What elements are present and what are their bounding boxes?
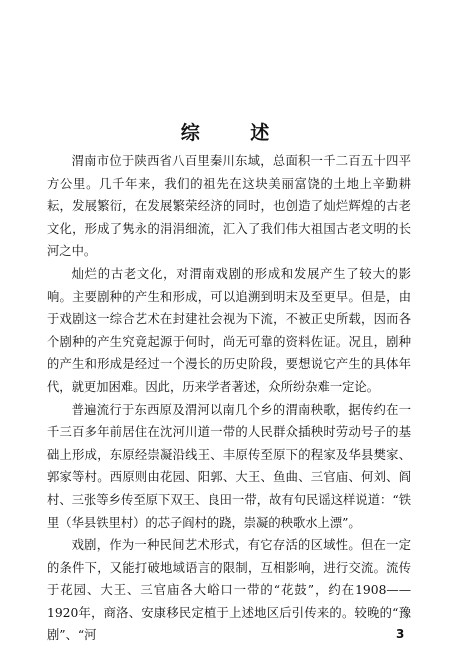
page-number: 3 — [396, 627, 405, 641]
paragraph-3: 普遍流行于东西原及渭河以南几个乡的渭南秧歌，据传约在一千三百多年前居住在沈河川道一带的人民群众插秧时劳动号子的基础上形成，东原经崇凝沿线王、丰原传至原下的程家及华县樊家、郭家等村。西原则由花园、阳郭、大王、鱼曲、三官庙、何刘、阎村、三张等乡传至原下双王、良田一带，故有句民谣这样说道：“铁里（华县铁里村）的芯子阎村的跷，崇凝的秧歌水上漂”。 — [47, 402, 411, 530]
paragraph-2: 灿烂的古老文化，对渭南戏剧的形成和发展产生了较大的影响。主要剧种的产生和形成，可以追溯到明末及至更早。但是，由于戏剧这一综合艺术在封建社会视为下流，不被正史所载，因而各个剧种的产生究竟起源于何时，尚无可靠的资料佐证。况且，剧种的产生和形成是经过一个漫长的历史阶段，要想说它产生的具体年代，就更加困难。因此，历来学者著述，众所纷杂难一定论。 — [47, 266, 411, 394]
paragraph-1: 渭南市位于陕西省八百里秦川东域，总面积一千二百五十四平方公里。几千年来，我们的祖先在这块美丽富饶的土地上辛勤耕耘，发展繁衍，在发展繁荣经济的同时，也创造了灿烂辉煌的古老文化，形成了隽永的涓涓细流，汇入了我们伟大祖国古老文明的长河之中。 — [47, 154, 411, 259]
page-title: 综 述 — [180, 122, 292, 144]
paragraph-4: 戏剧，作为一种民间艺术形式，有它存活的区域性。但在一定的条件下，又能打破地域语言的限制，互相影响，进行交流。流传于花园、大王、三官庙各大峪口一带的“花鼓”，约在1908——1920年，商洛、安康移民定植于上述地区后引传来的。较晚的“豫剧”、“河 — [47, 538, 411, 643]
body-text — [47, 150, 411, 647]
